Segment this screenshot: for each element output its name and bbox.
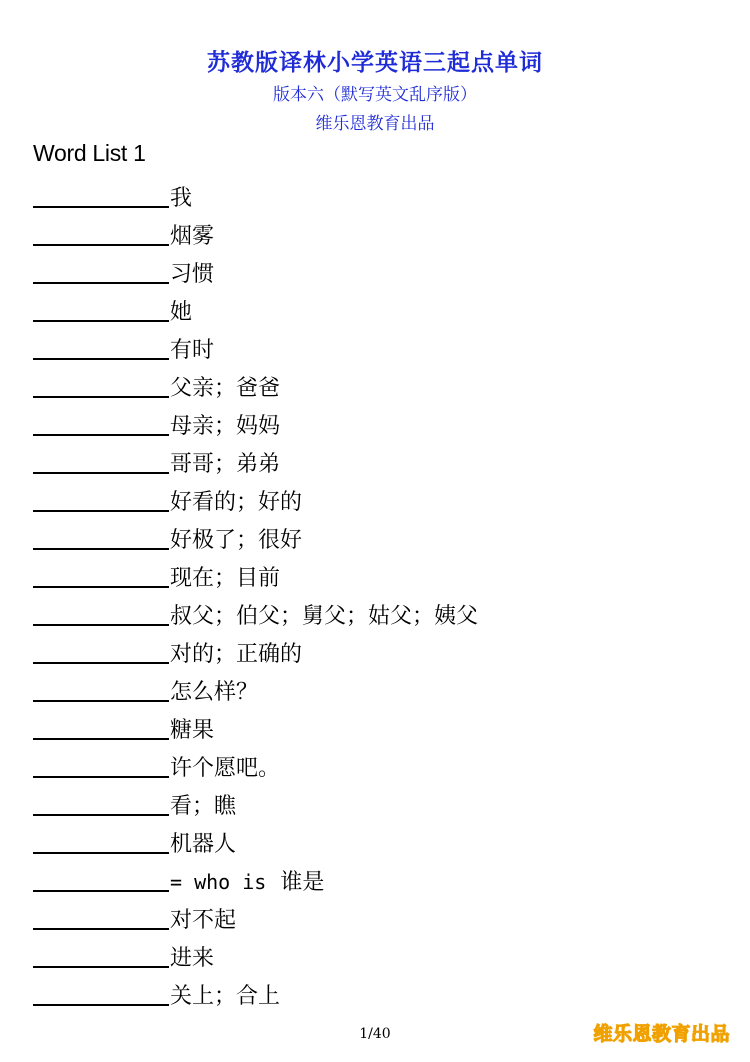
answer-blank[interactable] <box>33 244 169 246</box>
word-meaning: 我 <box>170 186 193 211</box>
document-subtitle: 版本六（默写英文乱序版） <box>273 85 477 105</box>
word-row <box>33 632 723 670</box>
word-meaning: 好看的；好的 <box>170 490 303 515</box>
word-meaning: 怎么样？ <box>170 680 259 705</box>
document-title: 苏教版译林小学英语三起点单词 <box>207 50 543 76</box>
word-meaning: 对的；正确的 <box>170 642 303 667</box>
word-meaning: 她 <box>170 300 193 325</box>
word-meaning: 看；瞧 <box>170 794 237 819</box>
answer-blank[interactable] <box>33 814 169 816</box>
word-row <box>33 670 723 708</box>
word-row <box>33 252 723 290</box>
answer-blank[interactable] <box>33 396 169 398</box>
answer-blank[interactable] <box>33 282 169 284</box>
word-row <box>33 784 723 822</box>
word-meaning: 有时 <box>170 338 215 363</box>
word-row <box>33 214 723 252</box>
word-row <box>33 518 723 556</box>
word-meaning: 机器人 <box>170 832 237 857</box>
word-row <box>33 746 723 784</box>
word-meaning: 烟雾 <box>170 224 215 249</box>
answer-blank[interactable] <box>33 662 169 664</box>
word-meaning: 哥哥；弟弟 <box>170 452 281 477</box>
answer-blank[interactable] <box>33 358 169 360</box>
watermark-logo: 维乐恩教育出品 <box>593 1023 730 1045</box>
word-meaning-wrapper <box>169 867 324 898</box>
word-meaning: 进来 <box>170 946 215 971</box>
word-row <box>33 860 723 898</box>
word-hint: = who is <box>170 870 267 894</box>
word-row <box>33 556 723 594</box>
answer-blank[interactable] <box>33 206 169 208</box>
word-row <box>33 366 723 404</box>
word-row <box>33 442 723 480</box>
answer-blank[interactable] <box>33 548 169 550</box>
word-row <box>33 176 723 214</box>
word-row <box>33 898 723 936</box>
answer-blank[interactable] <box>33 320 169 322</box>
word-row <box>33 404 723 442</box>
word-row <box>33 594 723 632</box>
answer-blank[interactable] <box>33 586 169 588</box>
answer-blank[interactable] <box>33 776 169 778</box>
answer-blank[interactable] <box>33 510 169 512</box>
answer-blank[interactable] <box>33 700 169 702</box>
answer-blank[interactable] <box>33 928 169 930</box>
word-list-heading: Word List 1 <box>33 140 146 166</box>
answer-blank[interactable] <box>33 434 169 436</box>
word-row <box>33 480 723 518</box>
answer-blank[interactable] <box>33 890 169 892</box>
answer-blank[interactable] <box>33 852 169 854</box>
word-row <box>33 290 723 328</box>
answer-blank[interactable] <box>33 1004 169 1006</box>
word-meaning: 叔父；伯父；舅父；姑父；姨父 <box>170 604 479 629</box>
publisher-line: 维乐恩教育出品 <box>315 114 435 134</box>
page-number: 1/40 <box>359 1026 391 1042</box>
word-meaning: 糖果 <box>170 718 215 743</box>
word-meaning: 好极了；很好 <box>170 528 303 553</box>
word-meaning: 关上；合上 <box>170 984 281 1009</box>
answer-blank[interactable] <box>33 738 169 740</box>
word-meaning: 父亲；爸爸 <box>170 376 281 401</box>
word-meaning: 对不起 <box>170 908 237 933</box>
answer-blank[interactable] <box>33 624 169 626</box>
answer-blank[interactable] <box>33 966 169 968</box>
word-row <box>33 328 723 366</box>
word-meaning: 谁是 <box>266 870 325 895</box>
answer-blank[interactable] <box>33 472 169 474</box>
word-row <box>33 974 723 1012</box>
word-row <box>33 936 723 974</box>
word-meaning: 习惯 <box>170 262 215 287</box>
word-list <box>33 176 723 1012</box>
word-meaning: 许个愿吧。 <box>170 756 281 781</box>
word-row <box>33 822 723 860</box>
word-meaning: 现在；目前 <box>170 566 281 591</box>
word-row <box>33 708 723 746</box>
word-meaning: 母亲；妈妈 <box>170 414 281 439</box>
